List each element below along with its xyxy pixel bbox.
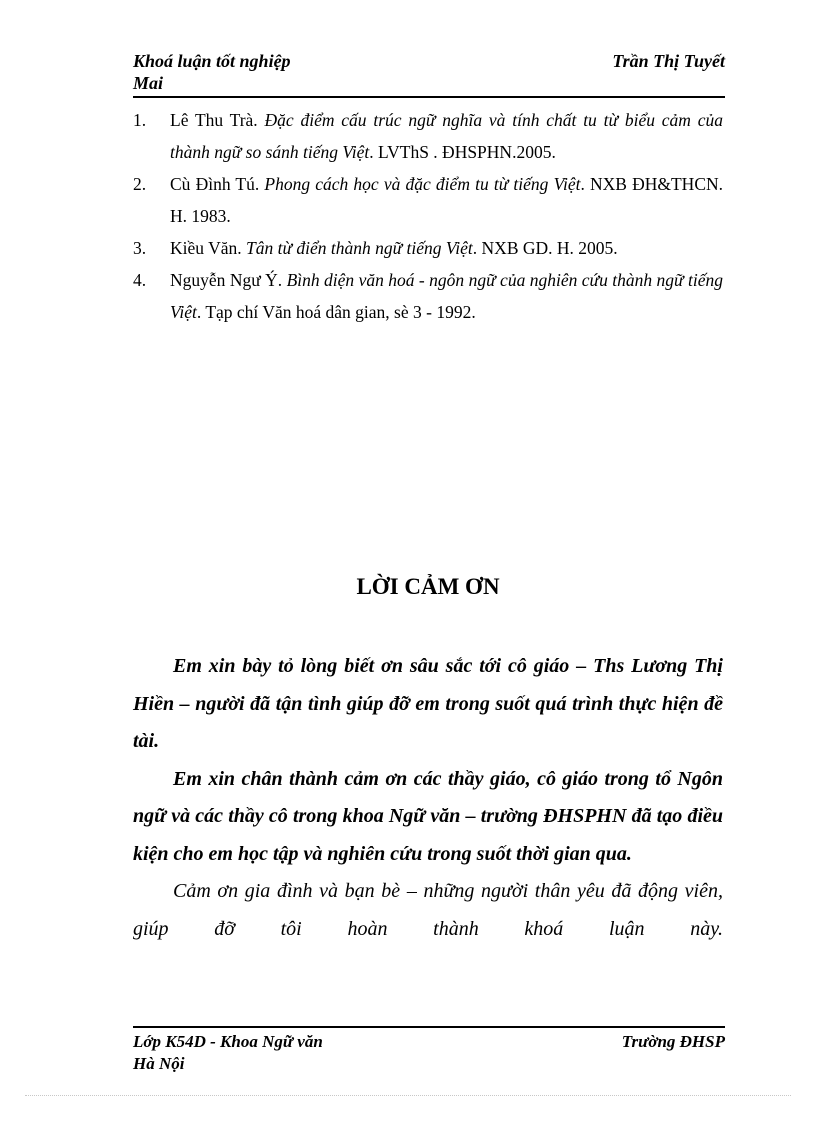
reference-number: 3. xyxy=(133,238,147,258)
acknowledgement-body xyxy=(133,648,723,948)
footer-rule xyxy=(133,1026,725,1028)
footer-left: Lớp K54D - Khoa Ngữ văn xyxy=(133,1032,323,1051)
header-continuation: Mai xyxy=(133,73,164,93)
page-title: LỜI CẢM ƠN xyxy=(356,574,500,599)
paragraph: Cảm ơn gia đình và bạn bè – những người thân yêu đã động viên, giúp đỡ tôi hoàn thành khoá luận này. xyxy=(133,880,723,940)
reference-item xyxy=(133,232,723,264)
paragraph: Em xin bày tỏ lòng biết ơn sâu sắc tới cô giáo – Ths Lương Thị Hiền – người đã tận tình giúp đỡ em trong suốt quá trình thực hiện đề tài. xyxy=(133,655,723,752)
reference-author: Nguyễn Ngư Ý. xyxy=(170,270,283,290)
reference-item xyxy=(133,168,723,232)
reference-rest: . NXB ĐH&THCN. H. 1983. xyxy=(170,174,724,226)
reference-rest: . LVThS . ĐHSPHN.2005. xyxy=(369,142,556,162)
reference-title: Tân từ điển thành ngữ tiếng Việt xyxy=(245,238,473,258)
reference-number: 2. xyxy=(133,174,147,194)
reference-title: Bình diện văn hoá - ngôn ngữ của nghiên cứu thành ngữ tiếng Việt xyxy=(170,270,724,322)
reference-number: 1. xyxy=(133,110,147,130)
reference-rest: . Tạp chí Văn hoá dân gian, sè 3 - 1992. xyxy=(196,302,476,322)
reference-author: Kiều Văn. xyxy=(170,238,242,258)
reference-author: Cù Đình Tú. xyxy=(170,174,260,194)
footer-right: Trường ĐHSP xyxy=(621,1032,725,1051)
reference-number: 4. xyxy=(133,270,147,290)
reference-title: Đặc điểm cấu trúc ngữ nghĩa và tính chất tu từ biểu cảm của thành ngữ so sánh tiếng Việt xyxy=(170,110,724,162)
reference-rest: . NXB GD. H. 2005. xyxy=(472,238,618,258)
page-header xyxy=(133,50,725,94)
page-footer xyxy=(133,1031,725,1075)
reference-list xyxy=(133,104,723,328)
reference-title: Phong cách học và đặc điểm tu từ tiếng Việt xyxy=(264,174,581,194)
reference-item xyxy=(133,264,723,328)
reference-author: Lê Thu Trà. xyxy=(170,110,258,130)
header-right: Trần Thị Tuyết xyxy=(612,51,725,71)
reference-item xyxy=(133,104,723,168)
footer-continuation: Hà Nội xyxy=(133,1054,185,1073)
header-left: Khoá luận tốt nghiệp xyxy=(133,51,291,71)
header-rule xyxy=(133,96,725,98)
page-edge xyxy=(25,1095,791,1096)
paragraph: Em xin chân thành cảm ơn các thầy giáo, cô giáo trong tổ Ngôn ngữ và các thầy cô trong khoa Ngữ văn – trường ĐHSPHN đã tạo điều kiện cho em học tập và nghiên cứu trong suốt thời gian qua. xyxy=(133,767,723,865)
